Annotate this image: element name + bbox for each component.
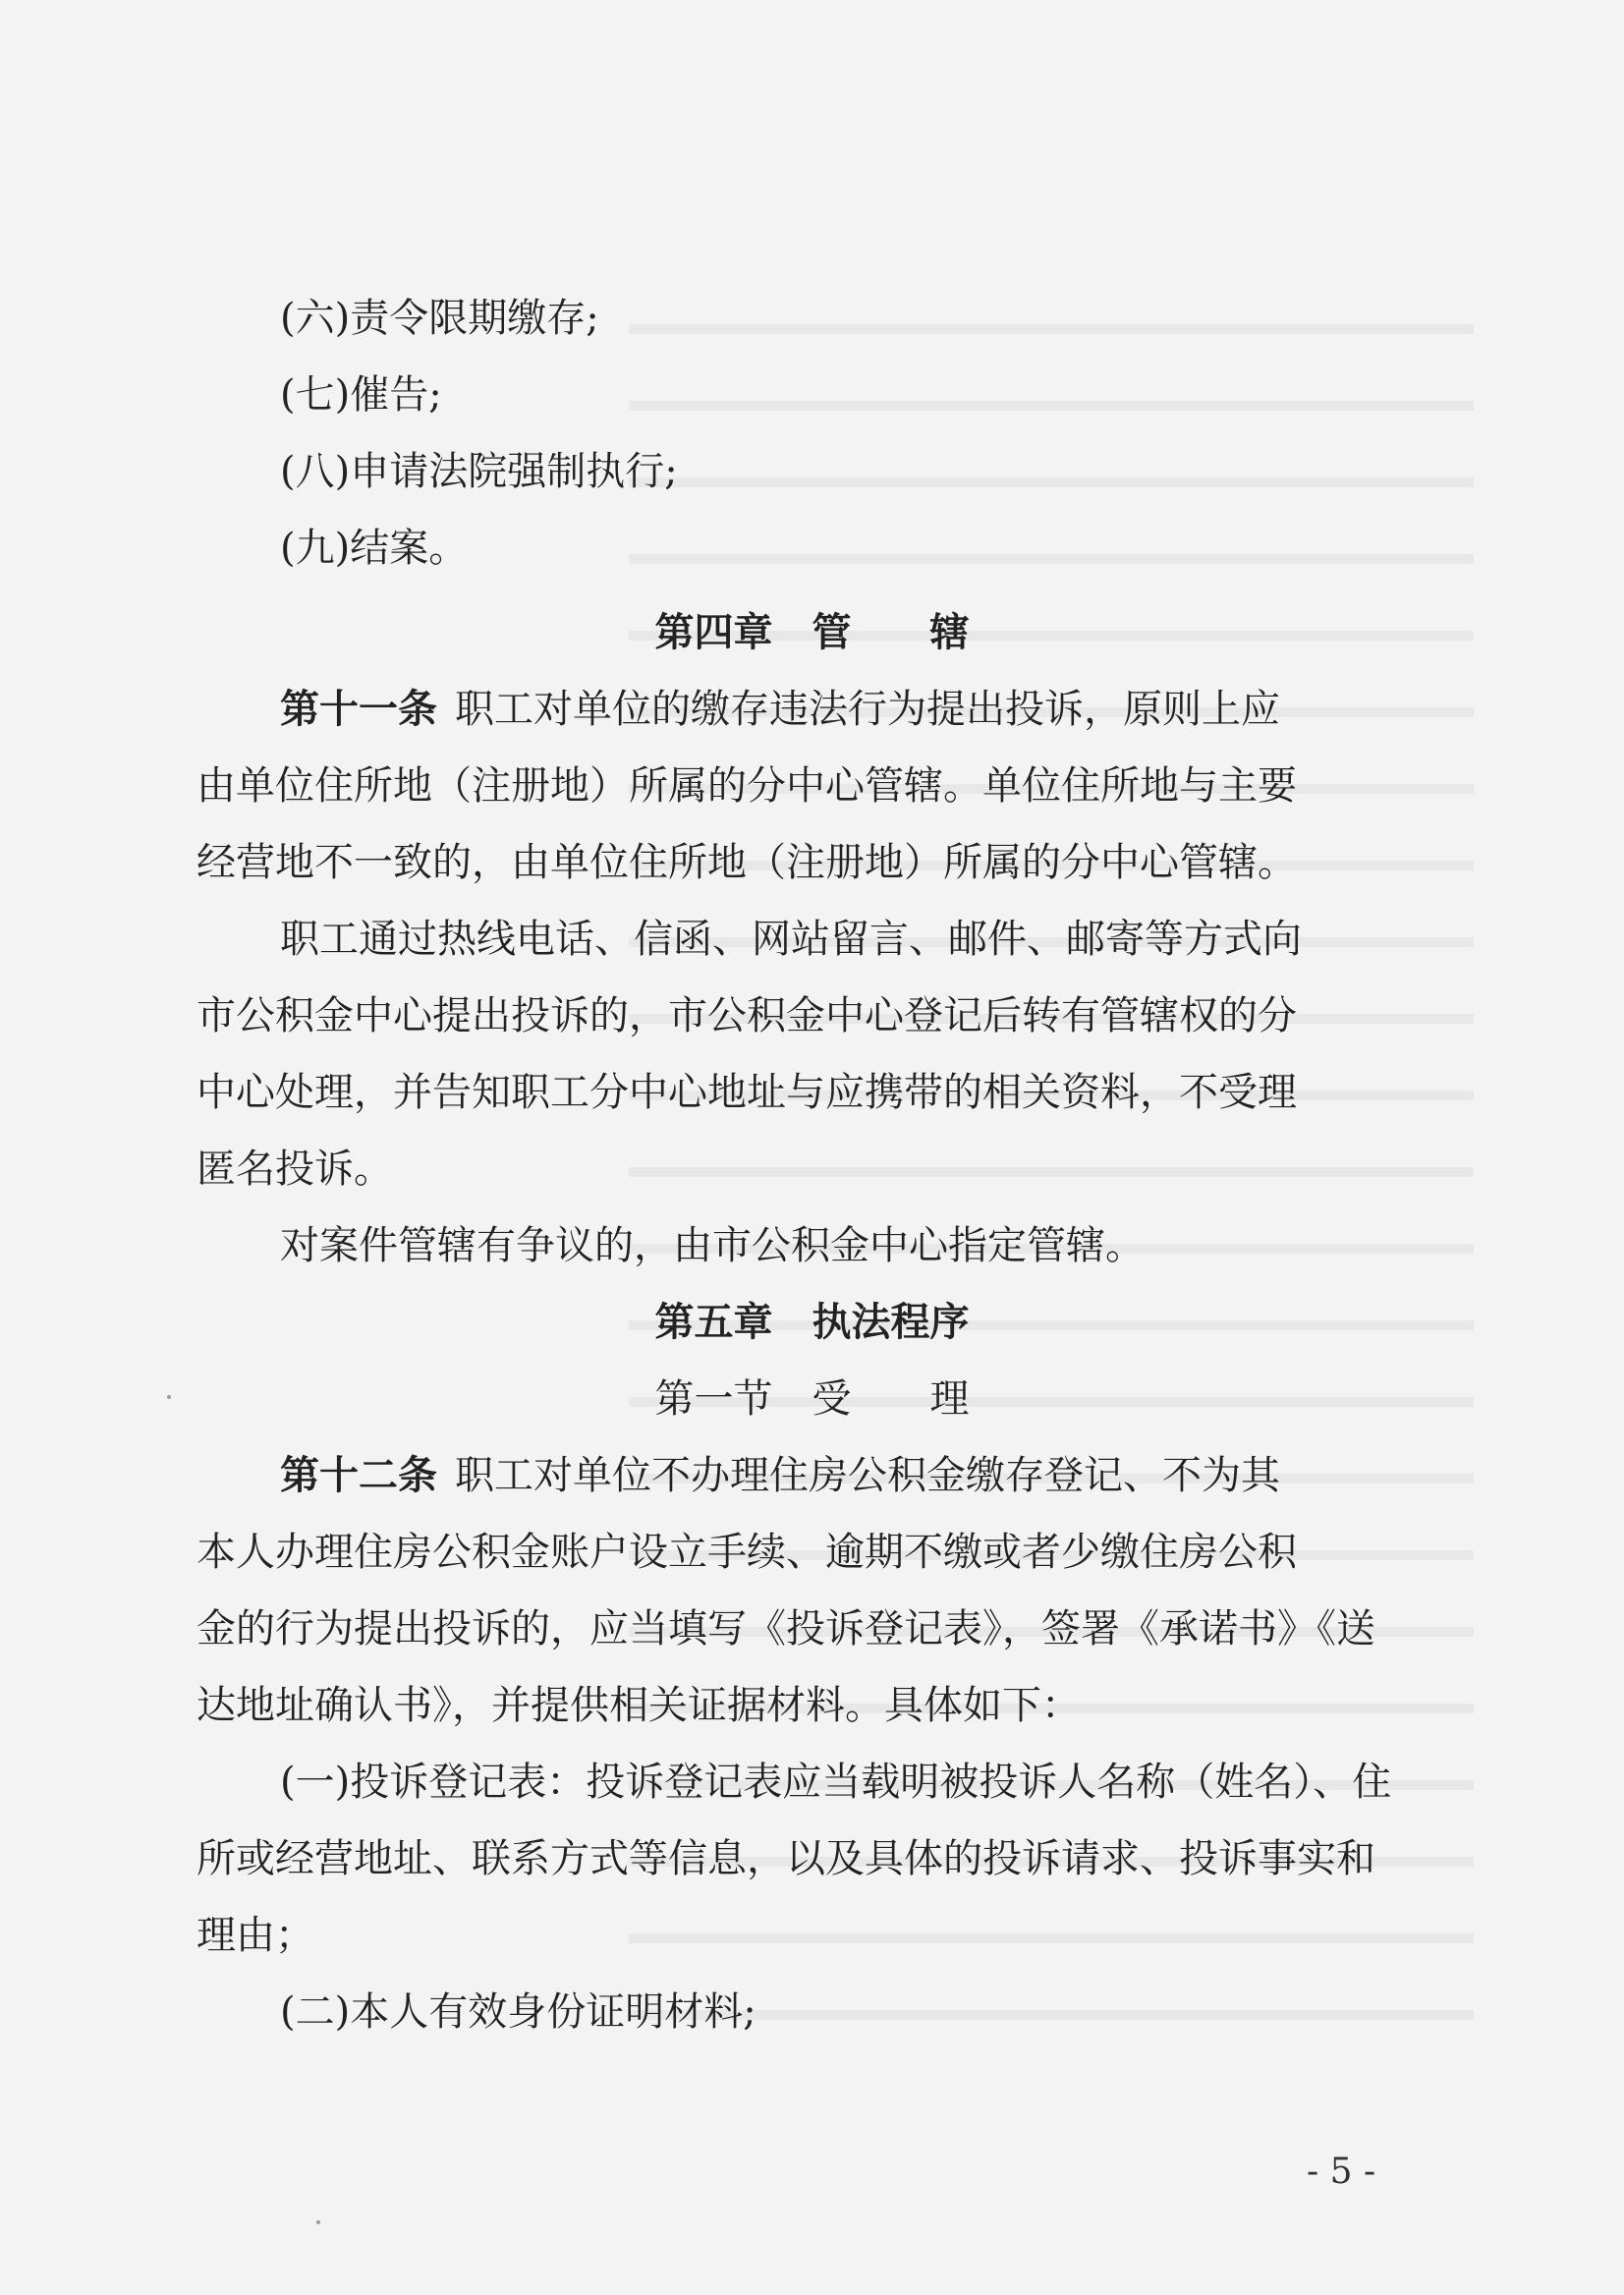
page-number: - 5 -: [1307, 2152, 1376, 2192]
item-1-line-3: 理由；: [196, 1913, 314, 1958]
item-7: (七)催告;: [280, 372, 442, 418]
scan-speck: [316, 2220, 320, 2224]
article-11-line-3: 经营地不一致的，由单位住所地（注册地）所属的分中心管辖。: [196, 840, 1297, 885]
article-11-label: 第十一条: [280, 687, 437, 732]
item-2: (二)本人有效身份证明材料;: [280, 1989, 756, 2035]
article-11-line-1: 第十一条 职工对单位的缴存违法行为提出投诉，原则上应: [280, 687, 1280, 732]
item-6: (六)责令限期缴存;: [280, 296, 599, 341]
para-2-line-2: 市公积金中心提出投诉的，市公积金中心登记后转有管辖权的分: [196, 993, 1297, 1038]
scan-speck: [167, 1395, 171, 1399]
item-8: (八)申请法院强制执行;: [280, 449, 678, 494]
article-12-line-3: 金的行为提出投诉的，应当填写《投诉登记表》，签署《承诺书》《送: [196, 1606, 1375, 1651]
para-2-line-3: 中心处理，并告知职工分中心地址与应携带的相关资料，不受理: [196, 1070, 1297, 1115]
article-12-label: 第十二条: [280, 1453, 437, 1498]
item-1-line-1: (一)投诉登记表：投诉登记表应当载明被投诉人名称（姓名）、住: [280, 1760, 1392, 1805]
article-12-line-1: 第十二条 职工对单位不办理住房公积金缴存登记、不为其: [280, 1453, 1280, 1498]
chapter-4-heading: 第四章 管 辖: [654, 610, 970, 655]
article-12-line-4: 达地址确认书》，并提供相关证据材料。具体如下：: [196, 1683, 1081, 1728]
article-12-line-2: 本人办理住房公积金账户设立手续、逾期不缴或者少缴住房公积: [196, 1530, 1297, 1575]
item-1-line-2: 所或经营地址、联系方式等信息，以及具体的投诉请求、投诉事实和: [196, 1836, 1375, 1881]
item-9: (九)结案。: [280, 526, 469, 571]
para-3: 对案件管辖有争议的，由市公积金中心指定管辖。: [280, 1223, 1145, 1268]
article-11-line-2: 由单位住所地（注册地）所属的分中心管辖。单位住所地与主要: [196, 763, 1297, 809]
para-2-line-1: 职工通过热线电话、信函、网站留言、邮件、邮寄等方式向: [280, 917, 1302, 962]
section-1-heading: 第一节 受 理: [654, 1376, 970, 1422]
para-2-line-4: 匿名投诉。: [196, 1147, 393, 1192]
chapter-5-heading: 第五章 执法程序: [654, 1300, 970, 1345]
